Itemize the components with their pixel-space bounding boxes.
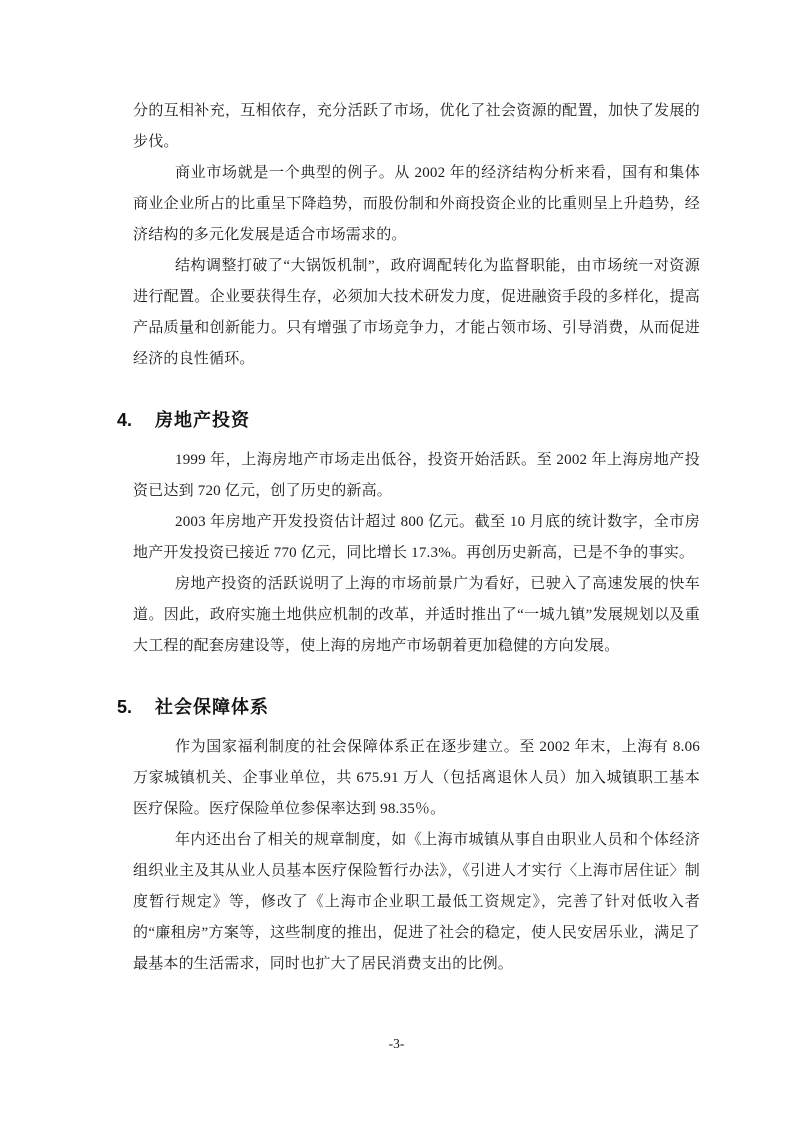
section-title: 房地产投资 [155,410,250,430]
paragraph: 结构调整打破了“大锅饭机制”，政府调配转化为监督职能，由市场统一对资源进行配置。企业要获得生存，必须加大技术研发力度，促进融资手段的多样化，提高产品质量和创新能力。只有增强了市场竞争力，才能占领市场、引导消费，从而促进经济的良性循环。 [133,258,700,367]
section-title: 社会保障体系 [155,697,269,717]
paragraph: 1999 年，上海房地产市场走出低谷，投资开始活跃。至 2002 年上海房地产投资已达到 720 亿元，创了历史的新高。 [133,452,700,499]
section-number: 4. [117,410,133,430]
page-footer [0,1036,793,1052]
paragraph: 2003 年房地产开发投资估计超过 800 亿元。截至 10 月底的统计数字，全市房地产开发投资已接近 770 亿元，同比增长 17.3%。再创历史新高，已是不争的事实。 [133,514,700,561]
section-heading-social-security [117,696,700,718]
paragraph: 作为国家福利制度的社会保障体系正在逐步建立。至 2002 年末，上海有 8.06 万家城镇机关、企事业单位，共 675.91 万人（包括离退休人员）加入城镇职工基本医疗保险。医疗保险单位参保率达到 98.35％。 [133,739,700,817]
page-content [117,96,700,980]
paragraph-continuation: 分的互相补充，互相依存，充分活跃了市场，优化了社会资源的配置，加快了发展的步伐。 [133,103,700,150]
paragraph: 房地产投资的活跃说明了上海的市场前景广为看好，已驶入了高速发展的快车道。因此，政府实施土地供应机制的改革，并适时推出了“一城九镇”发展规划以及重大工程的配套房建设等，使上海的房地产市场朝着更加稳健的方向发展。 [133,576,700,654]
section-number: 5. [117,697,133,717]
paragraph: 商业市场就是一个典型的例子。从 2002 年的经济结构分析来看，国有和集体商业企业所占的比重呈下降趋势，而股份制和外商投资企业的比重则呈上升趋势，经济结构的多元化发展是适合市场需求的。 [133,165,700,243]
paragraph: 年内还出台了相关的规章制度，如《上海市城镇从事自由职业人员和个体经济组织业主及其从业人员基本医疗保险暂行办法》，《引进人才实行〈上海市居住证〉制度暂行规定》等，修改了《上海市企业职工最低工资规定》，完善了针对低收入者的“廉租房”方案等，这些制度的推出，促进了社会的稳定，使人民安居乐业，满足了最基本的生活需求，同时也扩大了居民消费支出的比例。 [133,832,700,972]
section-heading-real-estate [117,409,700,431]
page-number: -3- [388,1036,405,1051]
